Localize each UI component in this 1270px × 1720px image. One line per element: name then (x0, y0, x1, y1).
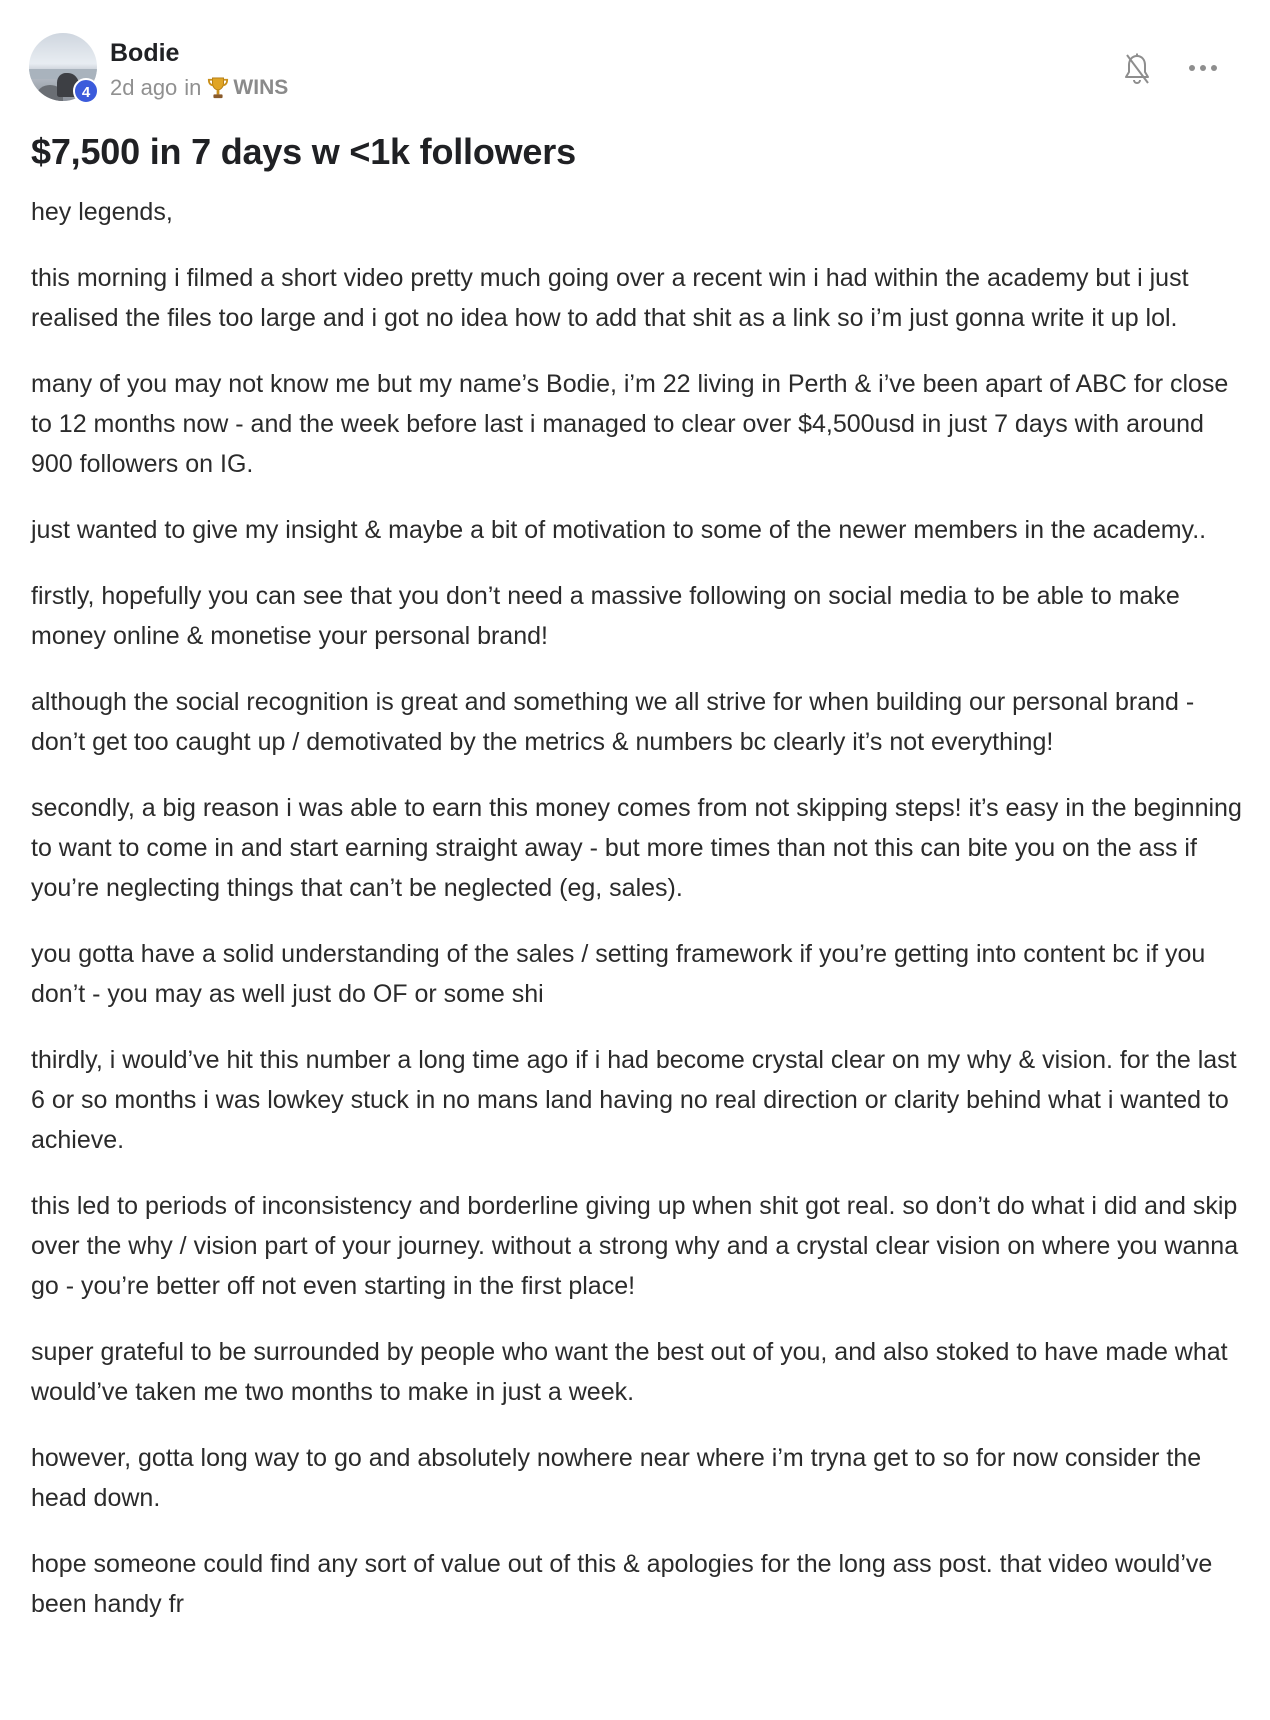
post-header (0, 0, 1270, 120)
post-time: 2d ago (110, 75, 178, 100)
post-meta (110, 73, 288, 103)
level-badge: 4 (73, 78, 99, 104)
post-paragraph: firstly, hopefully you can see that you don’t need a massive following on social media to be able to make money online & monetise your personal brand! (31, 582, 1180, 650)
meta-in-word: in (184, 75, 202, 100)
post-paragraph: you gotta have a solid understanding of the sales / setting framework if you’re getting into content bc if you don’t - you may as well just do OF or some shi (31, 940, 1206, 1008)
post-paragraph: just wanted to give my insight & maybe a bit of motivation to some of the newer members in the academy.. (31, 516, 1207, 544)
trophy-icon (207, 76, 229, 100)
post-paragraph: although the social recognition is great and something we all strive for when building our personal brand - don’t get too caught up / demotivated by the metrics & numbers bc clearly it’s not everything! (31, 688, 1195, 756)
post-paragraph: many of you may not know me but my name’s Bodie, i’m 22 living in Perth & i’ve been apart of ABC for close to 12 months now - and the week before last i managed to clear over $4,500usd in just 7 days with around 900 followers on IG. (31, 370, 1229, 478)
post-paragraph: secondly, a big reason i was able to earn this money comes from not skipping steps! it’s easy in the beginning to want to come in and start earning straight away - but more times than not this can bite you on the ass if you’re neglecting things that can’t be neglected (eg, sales). (31, 794, 1242, 902)
post-paragraph: hope someone could find any sort of value out of this & apologies for the long ass post. that video would’ve been handy fr (31, 1550, 1213, 1618)
post-paragraph: however, gotta long way to go and absolutely nowhere near where i’m tryna get to so for now consider the head down. (31, 1444, 1202, 1512)
bell-off-icon[interactable] (1122, 52, 1152, 86)
author-name[interactable]: Bodie (110, 39, 180, 67)
post-body (31, 192, 1246, 1650)
post-title: $7,500 in 7 days w <1k followers (31, 131, 576, 172)
category-link[interactable]: WINS (233, 76, 289, 99)
post-paragraph: thirdly, i would’ve hit this number a long time ago if i had become crystal clear on my why & vision. for the last 6 or so months i was lowkey stuck in no mans land having no real direction or clarity behind what i wanted to achieve. (31, 1046, 1237, 1154)
post-paragraph: hey legends, (31, 198, 173, 226)
post-paragraph: this led to periods of inconsistency and borderline giving up when shit got real. so don’t do what i did and skip over the why / vision part of your journey. without a strong why and a crystal clear vision on where you wanna go - you’re better off not even starting in the first place! (31, 1192, 1239, 1300)
post-paragraph: super grateful to be surrounded by people who want the best out of you, and also stoked to have made what would’ve taken me two months to make in just a week. (31, 1338, 1228, 1406)
more-horizontal-icon[interactable] (1186, 56, 1220, 80)
post-paragraph: this morning i filmed a short video pretty much going over a recent win i had within the academy but i just realised the files too large and i got no idea how to add that shit as a link so i’m just gonna write it up lol. (31, 264, 1189, 332)
